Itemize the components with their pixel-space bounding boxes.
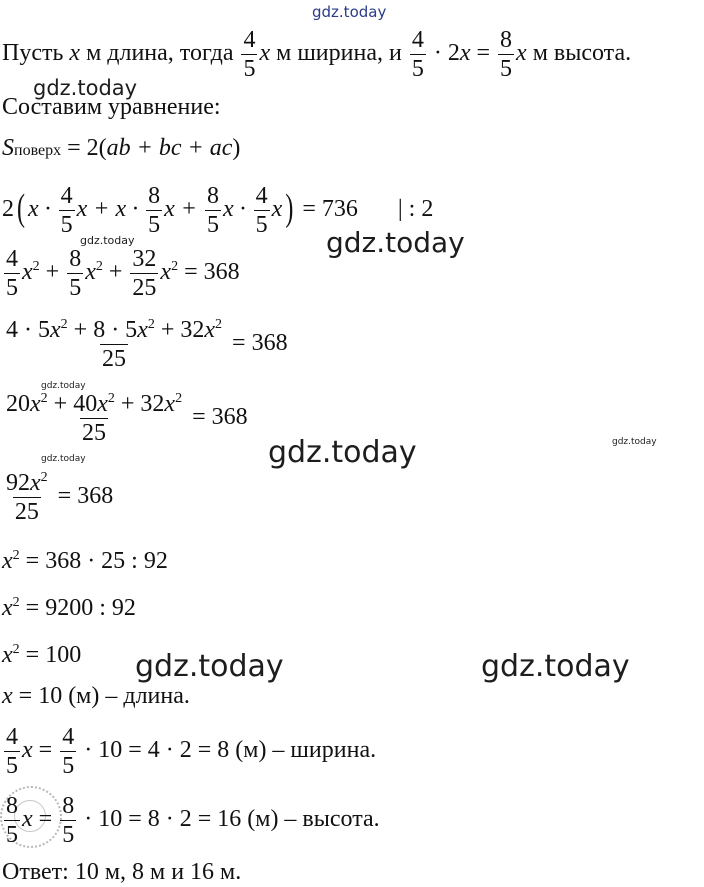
width-result: $\frac{4}{5}$ x = $\frac{4}{5}$ · 10 = 4 · 2 = 8 (м) – ширина. — [6, 724, 377, 779]
watermark: gdz.today — [33, 76, 138, 100]
answer-line: Ответ: 10 м, 8 м и 16 м. — [2, 859, 242, 885]
watermark: gdz.today — [80, 234, 135, 247]
watermark: gdz.today — [135, 649, 284, 684]
watermark: gdz.today — [326, 226, 465, 259]
equation-step-5: $\frac{92x^2}{25}$ = 368 — [6, 470, 114, 525]
equation-step-7: $x^2 = 9200$ : 92 — [2, 595, 136, 621]
watermark: gdz.today — [268, 435, 417, 470]
equation-step-3: $\frac{4 \cdot 5x^2 + 8 \cdot 5x^2 + 32x^2}{25}$ = 368 — [6, 317, 288, 372]
length-result: x = 10 (м) – длина. — [2, 683, 190, 709]
watermark: gdz.today — [41, 381, 86, 391]
watermark: gdz.today — [41, 454, 86, 464]
problem-setup-line: Пусть x м длина, тогда $\frac{4}{5}$ x м ширина, и $\frac{4}{5}$ · 2x = $\frac{8}{5}$ x м высота. — [2, 27, 632, 82]
equation-step-6: $x^2 = 368 \cdot 25$ : 92 — [2, 548, 168, 574]
watermark: gdz.today — [481, 649, 630, 684]
heading-equation: Составим уравнение: — [2, 94, 221, 120]
surface-formula: Sповерх = 2(ab + bc + ac) — [2, 135, 241, 161]
equation-step-4: $\frac{20x^2 + 40x^2 + 32x^2}{25}$ = 368 — [6, 391, 248, 446]
equation-step-1: 2 ( x · $\frac{4}{5}$ x + x · $\frac{8}{5}$ x + $\frac{8}{5}$ x · $\frac{4}{5}$ x ) = 736 | : 2 — [2, 183, 434, 238]
watermark-top: gdz.today — [312, 3, 387, 21]
watermark: gdz.today — [612, 437, 657, 447]
height-result: $\frac{8}{5}$ x = $\frac{8}{5}$ · 10 = 8 · 2 = 16 (м) – высота. — [6, 793, 380, 848]
equation-step-2: $\frac{4}{5}$ $x^2$ + $\frac{8}{5}$ $x^2$ + $\frac{32}{25}$ $x^2 = 368$ — [6, 246, 240, 301]
equation-step-8: $x^2 = 100$ — [2, 642, 82, 668]
